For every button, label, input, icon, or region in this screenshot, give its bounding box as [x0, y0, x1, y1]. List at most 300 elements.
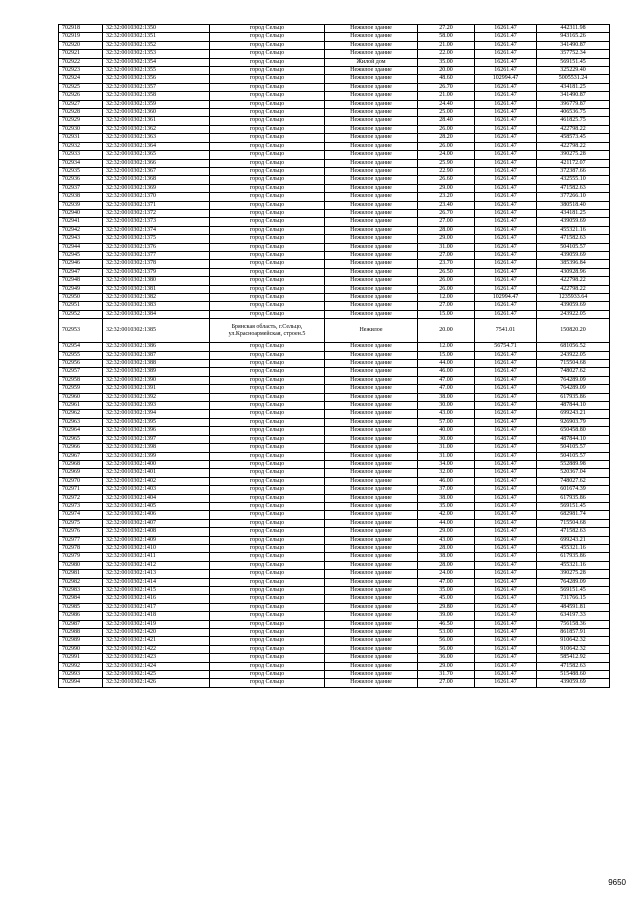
- address-cell: город Сельцо: [210, 209, 325, 217]
- unit-value-cell: 16261.47: [475, 33, 537, 41]
- cadastral-value-cell: 756158.36: [537, 620, 610, 628]
- row-number-cell: 702947: [59, 268, 103, 276]
- unit-value-cell: 16261.47: [475, 511, 537, 519]
- table-row: [59, 376, 610, 384]
- unit-value-cell: 16261.47: [475, 671, 537, 679]
- row-number-cell: 702958: [59, 376, 103, 384]
- address-cell: город Сельцо: [210, 302, 325, 310]
- area-cell: 31.70: [418, 671, 475, 679]
- row-number-cell: 702953: [59, 319, 103, 343]
- table-row: [59, 662, 610, 670]
- area-cell: 43.00: [418, 536, 475, 544]
- object-type-cell: Нежилое здание: [325, 385, 418, 393]
- object-type-cell: Нежилое здание: [325, 167, 418, 175]
- row-number-cell: 702982: [59, 578, 103, 586]
- area-cell: 12.00: [418, 343, 475, 351]
- area-cell: 22.00: [418, 50, 475, 58]
- unit-value-cell: 16261.47: [475, 58, 537, 66]
- table-row: [59, 519, 610, 527]
- cadastral-number-cell: 32:32:0010302:1397: [103, 435, 210, 443]
- object-type-cell: Нежилое здание: [325, 477, 418, 485]
- area-cell: 31.00: [418, 452, 475, 460]
- cadastral-value-cell: 325229.40: [537, 67, 610, 75]
- table-row: [59, 109, 610, 117]
- row-number-cell: 702991: [59, 654, 103, 662]
- cadastral-number-cell: 32:32:0010302:1414: [103, 578, 210, 586]
- address-cell: город Сельцо: [210, 58, 325, 66]
- address-cell: город Сельцо: [210, 469, 325, 477]
- row-number-cell: 702926: [59, 92, 103, 100]
- cadastral-value-cell: 243922.05: [537, 310, 610, 318]
- cadastral-value-cell: 439059.69: [537, 302, 610, 310]
- cadastral-value-cell: 585412.92: [537, 654, 610, 662]
- cadastral-value-cell: 943165.26: [537, 33, 610, 41]
- area-cell: 26.00: [418, 142, 475, 150]
- cadastral-value-cell: 682981.74: [537, 511, 610, 519]
- row-number-cell: 702972: [59, 494, 103, 502]
- object-type-cell: Нежилое здание: [325, 444, 418, 452]
- cadastral-value-cell: 569151.45: [537, 502, 610, 510]
- cadastral-value-cell: 432555.10: [537, 176, 610, 184]
- object-type-cell: Нежилое здание: [325, 553, 418, 561]
- cadastral-value-cell: 764289.09: [537, 376, 610, 384]
- row-number-cell: 702976: [59, 528, 103, 536]
- area-cell: 35.00: [418, 58, 475, 66]
- object-type-cell: Нежилое здание: [325, 142, 418, 150]
- object-type-cell: Нежилое здание: [325, 176, 418, 184]
- unit-value-cell: 16261.47: [475, 67, 537, 75]
- cadastral-value-cell: 406536.75: [537, 109, 610, 117]
- cadastral-number-cell: 32:32:0010302:1366: [103, 159, 210, 167]
- unit-value-cell: 16261.47: [475, 226, 537, 234]
- registry-table-container: [58, 24, 609, 688]
- unit-value-cell: 16261.47: [475, 494, 537, 502]
- object-type-cell: Нежилое здание: [325, 201, 418, 209]
- address-cell: город Сельцо: [210, 235, 325, 243]
- address-cell: город Сельцо: [210, 201, 325, 209]
- cadastral-value-cell: 439059.69: [537, 218, 610, 226]
- cadastral-number-cell: 32:32:0010302:1410: [103, 544, 210, 552]
- table-row: [59, 226, 610, 234]
- area-cell: 26.00: [418, 125, 475, 133]
- object-type-cell: Нежилое здание: [325, 109, 418, 117]
- row-number-cell: 702967: [59, 452, 103, 460]
- object-type-cell: Нежилое здание: [325, 452, 418, 460]
- row-number-cell: 702931: [59, 134, 103, 142]
- area-cell: 27.00: [418, 302, 475, 310]
- cadastral-number-cell: 32:32:0010302:1419: [103, 620, 210, 628]
- address-cell: город Сельцо: [210, 511, 325, 519]
- address-cell: город Сельцо: [210, 662, 325, 670]
- cadastral-number-cell: 32:32:0010302:1393: [103, 402, 210, 410]
- cadastral-number-cell: 32:32:0010302:1360: [103, 109, 210, 117]
- object-type-cell: Нежилое здание: [325, 410, 418, 418]
- cadastral-number-cell: 32:32:0010302:1404: [103, 494, 210, 502]
- area-cell: 22.90: [418, 167, 475, 175]
- table-row: [59, 595, 610, 603]
- object-type-cell: Нежилое здание: [325, 209, 418, 217]
- object-type-cell: Нежилое здание: [325, 629, 418, 637]
- area-cell: 26.70: [418, 209, 475, 217]
- address-cell: город Сельцо: [210, 176, 325, 184]
- cadastral-value-cell: 455321.16: [537, 561, 610, 569]
- area-cell: 38.00: [418, 494, 475, 502]
- unit-value-cell: 16261.47: [475, 637, 537, 645]
- address-cell: город Сельцо: [210, 477, 325, 485]
- table-row: [59, 570, 610, 578]
- row-number-cell: 702994: [59, 679, 103, 687]
- area-cell: 26.00: [418, 277, 475, 285]
- object-type-cell: Нежилое здание: [325, 125, 418, 133]
- unit-value-cell: 16261.47: [475, 351, 537, 359]
- table-row: [59, 460, 610, 468]
- address-cell: город Сельцо: [210, 578, 325, 586]
- cadastral-value-cell: 5005531.24: [537, 75, 610, 83]
- object-type-cell: Нежилое здание: [325, 427, 418, 435]
- area-cell: 44.00: [418, 519, 475, 527]
- table-row: [59, 494, 610, 502]
- cadastral-number-cell: 32:32:0010302:1390: [103, 376, 210, 384]
- area-cell: 44.00: [418, 360, 475, 368]
- cadastral-value-cell: 390275.28: [537, 570, 610, 578]
- cadastral-value-cell: 487844.10: [537, 402, 610, 410]
- table-row: [59, 645, 610, 653]
- object-type-cell: Нежилое здание: [325, 511, 418, 519]
- cadastral-value-cell: 715504.68: [537, 360, 610, 368]
- row-number-cell: 702975: [59, 519, 103, 527]
- address-cell: город Сельцо: [210, 134, 325, 142]
- unit-value-cell: 16261.47: [475, 151, 537, 159]
- row-number-cell: 702943: [59, 235, 103, 243]
- address-cell: город Сельцо: [210, 83, 325, 91]
- object-type-cell: Нежилое здание: [325, 343, 418, 351]
- cadastral-value-cell: 442311.98: [537, 25, 610, 33]
- table-row: [59, 67, 610, 75]
- object-type-cell: Нежилое здание: [325, 251, 418, 259]
- row-number-cell: 702970: [59, 477, 103, 485]
- address-cell: город Сельцо: [210, 444, 325, 452]
- address-cell: город Сельцо: [210, 368, 325, 376]
- row-number-cell: 702986: [59, 612, 103, 620]
- cadastral-number-cell: 32:32:0010302:1413: [103, 570, 210, 578]
- table-row: [59, 511, 610, 519]
- cadastral-value-cell: 385396.84: [537, 260, 610, 268]
- cadastral-value-cell: 455321.16: [537, 226, 610, 234]
- row-number-cell: 702965: [59, 435, 103, 443]
- area-cell: 47.00: [418, 385, 475, 393]
- row-number-cell: 702937: [59, 184, 103, 192]
- address-cell: город Сельцо: [210, 343, 325, 351]
- unit-value-cell: 16261.47: [475, 570, 537, 578]
- row-number-cell: 702936: [59, 176, 103, 184]
- unit-value-cell: 16261.47: [475, 184, 537, 192]
- cadastral-value-cell: 926903.79: [537, 418, 610, 426]
- area-cell: 34.00: [418, 460, 475, 468]
- unit-value-cell: 16261.47: [475, 486, 537, 494]
- area-cell: 42.00: [418, 511, 475, 519]
- cadastral-number-cell: 32:32:0010302:1380: [103, 277, 210, 285]
- row-number-cell: 702966: [59, 444, 103, 452]
- address-cell: город Сельцо: [210, 460, 325, 468]
- cadastral-number-cell: 32:32:0010302:1376: [103, 243, 210, 251]
- row-number-cell: 702938: [59, 193, 103, 201]
- cadastral-value-cell: 699243.21: [537, 410, 610, 418]
- address-cell: город Сельцо: [210, 50, 325, 58]
- unit-value-cell: 16261.47: [475, 277, 537, 285]
- cadastral-number-cell: 32:32:0010302:1396: [103, 427, 210, 435]
- object-type-cell: Нежилое здание: [325, 294, 418, 302]
- row-number-cell: 702969: [59, 469, 103, 477]
- object-type-cell: Нежилое здание: [325, 469, 418, 477]
- address-cell: город Сельцо: [210, 486, 325, 494]
- unit-value-cell: 16261.47: [475, 134, 537, 142]
- unit-value-cell: 102994.47: [475, 75, 537, 83]
- area-cell: 38.00: [418, 393, 475, 401]
- cadastral-value-cell: 861857.91: [537, 629, 610, 637]
- object-type-cell: Нежилое здание: [325, 612, 418, 620]
- object-type-cell: Нежилое здание: [325, 277, 418, 285]
- cadastral-number-cell: 32:32:0010302:1362: [103, 125, 210, 133]
- address-cell: город Сельцо: [210, 251, 325, 259]
- table-row: [59, 260, 610, 268]
- area-cell: 46.00: [418, 368, 475, 376]
- cadastral-number-cell: 32:32:0010302:1412: [103, 561, 210, 569]
- cadastral-number-cell: 32:32:0010302:1379: [103, 268, 210, 276]
- row-number-cell: 702957: [59, 368, 103, 376]
- area-cell: 27.00: [418, 251, 475, 259]
- object-type-cell: Нежилое здание: [325, 218, 418, 226]
- area-cell: 25.00: [418, 109, 475, 117]
- unit-value-cell: 16261.47: [475, 100, 537, 108]
- table-row: [59, 167, 610, 175]
- row-number-cell: 702946: [59, 260, 103, 268]
- area-cell: 31.00: [418, 243, 475, 251]
- address-cell: город Сельцо: [210, 125, 325, 133]
- table-row: [59, 536, 610, 544]
- table-row: [59, 637, 610, 645]
- object-type-cell: Нежилое здание: [325, 151, 418, 159]
- cadastral-number-cell: 32:32:0010302:1377: [103, 251, 210, 259]
- cadastral-value-cell: 357752.34: [537, 50, 610, 58]
- cadastral-value-cell: 341490.87: [537, 92, 610, 100]
- object-type-cell: Нежилое здание: [325, 620, 418, 628]
- object-type-cell: Нежилое здание: [325, 376, 418, 384]
- table-row: [59, 243, 610, 251]
- cadastral-number-cell: 32:32:0010302:1368: [103, 176, 210, 184]
- unit-value-cell: 16261.47: [475, 167, 537, 175]
- area-cell: 31.00: [418, 444, 475, 452]
- address-cell: город Сельцо: [210, 159, 325, 167]
- unit-value-cell: 16261.47: [475, 544, 537, 552]
- cadastral-number-cell: 32:32:0010302:1361: [103, 117, 210, 125]
- table-row: [59, 125, 610, 133]
- unit-value-cell: 102994.47: [475, 294, 537, 302]
- table-row: [59, 410, 610, 418]
- table-row: [59, 360, 610, 368]
- unit-value-cell: 16261.47: [475, 519, 537, 527]
- cadastral-number-cell: 32:32:0010302:1425: [103, 671, 210, 679]
- address-cell: город Сельцо: [210, 671, 325, 679]
- area-cell: 12.00: [418, 294, 475, 302]
- address-cell: город Сельцо: [210, 294, 325, 302]
- object-type-cell: Нежилое здание: [325, 193, 418, 201]
- row-number-cell: 702935: [59, 167, 103, 175]
- address-cell: город Сельцо: [210, 285, 325, 293]
- unit-value-cell: 16261.47: [475, 561, 537, 569]
- table-row: [59, 486, 610, 494]
- object-type-cell: Нежилое здание: [325, 360, 418, 368]
- table-row: [59, 319, 610, 343]
- row-number-cell: 702983: [59, 587, 103, 595]
- cadastral-value-cell: 421172.07: [537, 159, 610, 167]
- table-row: [59, 578, 610, 586]
- cadastral-number-cell: 32:32:0010302:1369: [103, 184, 210, 192]
- unit-value-cell: 16261.47: [475, 50, 537, 58]
- cadastral-number-cell: 32:32:0010302:1372: [103, 209, 210, 217]
- object-type-cell: Нежилое здание: [325, 184, 418, 192]
- cadastral-number-cell: 32:32:0010302:1378: [103, 260, 210, 268]
- object-type-cell: Нежилое здание: [325, 235, 418, 243]
- object-type-cell: Нежилое здание: [325, 33, 418, 41]
- address-cell: город Сельцо: [210, 151, 325, 159]
- address-cell: город Сельцо: [210, 519, 325, 527]
- unit-value-cell: 16261.47: [475, 645, 537, 653]
- table-row: [59, 75, 610, 83]
- unit-value-cell: 16261.47: [475, 125, 537, 133]
- object-type-cell: Нежилое здание: [325, 402, 418, 410]
- address-cell: город Сельцо: [210, 570, 325, 578]
- area-cell: 27.20: [418, 25, 475, 33]
- address-cell: город Сельцо: [210, 393, 325, 401]
- row-number-cell: 702932: [59, 142, 103, 150]
- area-cell: 27.00: [418, 218, 475, 226]
- area-cell: 27.00: [418, 679, 475, 687]
- cadastral-value-cell: 617935.86: [537, 553, 610, 561]
- row-number-cell: 702920: [59, 41, 103, 49]
- cadastral-number-cell: 32:32:0010302:1356: [103, 75, 210, 83]
- object-type-cell: Жилой дом: [325, 58, 418, 66]
- table-row: [59, 251, 610, 259]
- area-cell: 26.70: [418, 83, 475, 91]
- cadastral-value-cell: 471582.63: [537, 235, 610, 243]
- table-row: [59, 92, 610, 100]
- address-cell: город Сельцо: [210, 75, 325, 83]
- object-type-cell: Нежилое здание: [325, 75, 418, 83]
- address-cell: город Сельцо: [210, 351, 325, 359]
- object-type-cell: Нежилое здание: [325, 587, 418, 595]
- table-row: [59, 218, 610, 226]
- object-type-cell: Нежилое здание: [325, 50, 418, 58]
- row-number-cell: 702945: [59, 251, 103, 259]
- unit-value-cell: 16261.47: [475, 595, 537, 603]
- cadastral-value-cell: 243922.05: [537, 351, 610, 359]
- object-type-cell: Нежилое здание: [325, 603, 418, 611]
- unit-value-cell: 16261.47: [475, 260, 537, 268]
- table-row: [59, 159, 610, 167]
- cadastral-number-cell: 32:32:0010302:1387: [103, 351, 210, 359]
- address-cell: город Сельцо: [210, 193, 325, 201]
- row-number-cell: 702939: [59, 201, 103, 209]
- table-row: [59, 41, 610, 49]
- unit-value-cell: 16261.47: [475, 109, 537, 117]
- table-row: [59, 553, 610, 561]
- row-number-cell: 702987: [59, 620, 103, 628]
- table-row: [59, 310, 610, 318]
- unit-value-cell: 16261.47: [475, 528, 537, 536]
- cadastral-value-cell: 601674.39: [537, 486, 610, 494]
- unit-value-cell: 16261.47: [475, 460, 537, 468]
- unit-value-cell: 16261.47: [475, 83, 537, 91]
- cadastral-value-table: [58, 24, 610, 688]
- area-cell: 26.60: [418, 176, 475, 184]
- table-row: [59, 629, 610, 637]
- cadastral-value-cell: 471582.63: [537, 662, 610, 670]
- area-cell: 45.00: [418, 595, 475, 603]
- table-row: [59, 603, 610, 611]
- cadastral-number-cell: 32:32:0010302:1386: [103, 343, 210, 351]
- unit-value-cell: 16261.47: [475, 209, 537, 217]
- row-number-cell: 702977: [59, 536, 103, 544]
- address-cell: город Сельцо: [210, 100, 325, 108]
- object-type-cell: Нежилое здание: [325, 41, 418, 49]
- area-cell: 39.00: [418, 612, 475, 620]
- address-cell: город Сельцо: [210, 587, 325, 595]
- unit-value-cell: 16261.47: [475, 218, 537, 226]
- row-number-cell: 702954: [59, 343, 103, 351]
- unit-value-cell: 16261.47: [475, 251, 537, 259]
- object-type-cell: Нежилое здание: [325, 268, 418, 276]
- address-cell: город Сельцо: [210, 620, 325, 628]
- cadastral-value-cell: 150820.20: [537, 319, 610, 343]
- object-type-cell: Нежилое здание: [325, 519, 418, 527]
- row-number-cell: 702922: [59, 58, 103, 66]
- row-number-cell: 702968: [59, 460, 103, 468]
- unit-value-cell: 16261.47: [475, 302, 537, 310]
- table-row: [59, 83, 610, 91]
- unit-value-cell: 16261.47: [475, 612, 537, 620]
- area-cell: 40.00: [418, 427, 475, 435]
- object-type-cell: Нежилое здание: [325, 92, 418, 100]
- address-cell: город Сельцо: [210, 167, 325, 175]
- table-body: [59, 25, 610, 688]
- cadastral-number-cell: 32:32:0010302:1358: [103, 92, 210, 100]
- table-row: [59, 134, 610, 142]
- cadastral-value-cell: 515488.60: [537, 671, 610, 679]
- unit-value-cell: 16261.47: [475, 385, 537, 393]
- object-type-cell: Нежилое здание: [325, 226, 418, 234]
- unit-value-cell: 16261.47: [475, 477, 537, 485]
- table-row: [59, 679, 610, 687]
- unit-value-cell: 16261.47: [475, 418, 537, 426]
- cadastral-number-cell: 32:32:0010302:1370: [103, 193, 210, 201]
- object-type-cell: Нежилое здание: [325, 645, 418, 653]
- address-cell: город Сельцо: [210, 360, 325, 368]
- row-number-cell: 702944: [59, 243, 103, 251]
- object-type-cell: Нежилое здание: [325, 351, 418, 359]
- area-cell: 26.00: [418, 285, 475, 293]
- object-type-cell: Нежилое здание: [325, 561, 418, 569]
- row-number-cell: 702978: [59, 544, 103, 552]
- row-number-cell: 702993: [59, 671, 103, 679]
- area-cell: 20.00: [418, 319, 475, 343]
- area-cell: 29.00: [418, 235, 475, 243]
- address-cell: город Сельцо: [210, 277, 325, 285]
- cadastral-value-cell: 504105.57: [537, 444, 610, 452]
- row-number-cell: 702934: [59, 159, 103, 167]
- area-cell: 23.20: [418, 193, 475, 201]
- cadastral-value-cell: 699243.21: [537, 536, 610, 544]
- area-cell: 56.00: [418, 645, 475, 653]
